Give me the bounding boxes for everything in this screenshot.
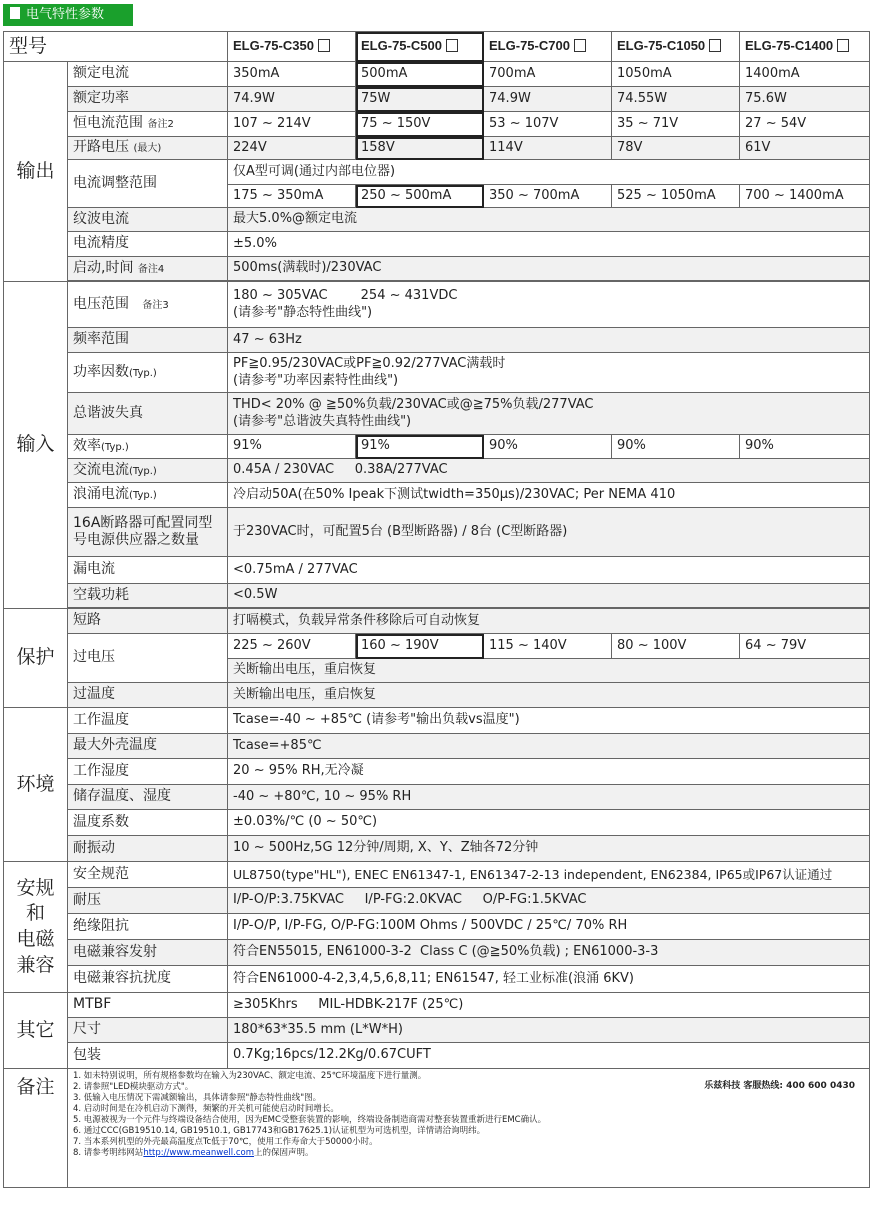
label-breaker: 16A断路器可配置同型 号电源供应器之数量 [68, 508, 228, 557]
standards-value: UL8750(type"HL"), ENEC EN61347-1, EN61347-2-13 independent, EN62384, IP65或IP67认证通过 [228, 862, 870, 888]
note-item: 1. 如未特别说明，所有规格参数均在输入为230VAC、额定电流、25℃环境温度下进行量测。 [73, 1071, 427, 1081]
label-packing: 包装 [68, 1043, 228, 1069]
label-no-load: 空载功耗 [68, 584, 228, 608]
value-cell: 75W [356, 87, 484, 112]
label-pf: 功率因数(Typ.) [68, 353, 228, 393]
value-cell: 1050mA [612, 62, 740, 87]
no-load-value: <0.5W [228, 584, 870, 608]
label-over-temp: 过温度 [68, 683, 228, 708]
value-cell: 91% [356, 435, 484, 459]
label-voltage-range: 电压范围 备注3 [68, 282, 228, 328]
withstand-value: I/P-O/P:3.75KVAC I/P-FG:2.0KVAC O/P-FG:1.5KVAC [228, 888, 870, 914]
value-cell: 80 ~ 100V [612, 634, 740, 659]
label-efficiency: 效率(Typ.) [68, 435, 228, 459]
value-cell: 75.6W [740, 87, 870, 112]
model-c700: ELG-75-C700 [484, 32, 612, 62]
label-max-case: 最大外壳温度 [68, 734, 228, 759]
label-rated-power: 额定功率 [68, 87, 228, 112]
value-cell: 107 ~ 214V [228, 112, 356, 137]
group-notes: 备注 [4, 1069, 68, 1188]
label-ac-current: 交流电流(Typ.) [68, 459, 228, 483]
note-item: 3. 低输入电压情况下需减额输出，具体请参照"静态特性曲线"图。 [73, 1093, 322, 1103]
note-item: 4. 启动时间是在冷机启动下测得，频繁的开关机可能使启动时间增长。 [73, 1104, 339, 1114]
label-rated-current: 额定电流 [68, 62, 228, 87]
max-case-value: Tcase=+85℃ [228, 734, 870, 759]
meanwell-link[interactable]: http://www.meanwell.com [143, 1148, 255, 1158]
vibration-value: 10 ~ 500Hz,5G 12分钟/周期, X、Y、Z轴各72分钟 [228, 836, 870, 862]
setup-value: 500ms(满载时)/230VAC [228, 257, 870, 281]
checkbox-icon[interactable] [446, 39, 458, 52]
humidity-value: 20 ~ 95% RH,无冷凝 [228, 759, 870, 785]
value-cell: 53 ~ 107V [484, 112, 612, 137]
label-frequency: 频率范围 [68, 328, 228, 353]
value-cell: 35 ~ 71V [612, 112, 740, 137]
mtbf-value: ≥305Khrs MIL-HDBK-217F (25℃) [228, 993, 870, 1018]
group-others: 其它 [4, 993, 68, 1069]
over-voltage-action: 关断输出电压，重启恢复 [228, 659, 870, 683]
inrush-value: 冷启动50A(在50% Ipeak下测试twidth=350μs)/230VAC; Per NEMA 410 [228, 483, 870, 508]
value-cell: 90% [612, 435, 740, 459]
label-storage: 储存温度、湿度 [68, 785, 228, 810]
adj-note: 仅A型可调(通过内部电位器) [228, 160, 870, 185]
value-cell: 175 ~ 350mA [228, 185, 356, 208]
value-cell: 64 ~ 79V [740, 634, 870, 659]
value-cell: 61V [740, 137, 870, 160]
storage-value: -40 ~ +80℃, 10 ~ 95% RH [228, 785, 870, 810]
model-c500: ELG-75-C500 [356, 32, 484, 62]
label-dimension: 尺寸 [68, 1018, 228, 1043]
section-header [3, 4, 133, 26]
value-cell: 350 ~ 700mA [484, 185, 612, 208]
emc-emission-value: 符合EN55015, EN61000-3-2 Class C (@≧50%负载) ; EN61000-3-3 [228, 940, 870, 966]
value-cell: 525 ~ 1050mA [612, 185, 740, 208]
label-adj-range: 电流调整范围 [68, 160, 228, 208]
label-accuracy: 电流精度 [68, 232, 228, 257]
model-c1050: ELG-75-C1050 [612, 32, 740, 62]
frequency-value: 47 ~ 63Hz [228, 328, 870, 353]
short-value: 打嗝模式，负载异常条件移除后可自动恢复 [228, 609, 870, 634]
value-cell: 158V [356, 137, 484, 160]
isolation-value: I/P-O/P, I/P-FG, O/P-FG:100M Ohms / 500VDC / 25℃/ 70% RH [228, 914, 870, 940]
value-cell: 90% [740, 435, 870, 459]
label-inrush: 浪涌电流(Typ.) [68, 483, 228, 508]
label-mtbf: MTBF [68, 993, 228, 1018]
pf-value: PF≧0.95/230VAC或PF≧0.92/277VAC满载时 (请参考"功率因素特性曲线") [228, 353, 870, 393]
value-cell: 27 ~ 54V [740, 112, 870, 137]
checkbox-icon[interactable] [318, 39, 330, 52]
note-item: 7. 当本系列机型的外壳最高温度点Tc低于70℃，使用工作寿命大于50000小时。 [73, 1137, 378, 1147]
label-short: 短路 [68, 609, 228, 634]
checkbox-icon[interactable] [837, 39, 849, 52]
group-input: 输入 [4, 282, 68, 609]
section-title: 电气特性参数 [26, 7, 105, 22]
checkbox-icon[interactable] [709, 39, 721, 52]
value-cell: 90% [484, 435, 612, 459]
label-temp-coef: 温度系数 [68, 810, 228, 836]
value-cell: 74.55W [612, 87, 740, 112]
label-open-voltage: 开路电压 (最大) [68, 137, 228, 160]
thd-value: THD< 20% @ ≧50%负载/230VAC或@≧75%负载/277VAC (请参考"总谐波失真特性曲线") [228, 393, 870, 435]
checkbox-icon[interactable] [574, 39, 586, 52]
leakage-value: <0.75mA / 277VAC [228, 557, 870, 584]
label-setup: 启动,时间 备注4 [68, 257, 228, 281]
value-cell: 78V [612, 137, 740, 160]
group-output: 输出 [4, 62, 68, 282]
value-cell: 74.9W [228, 87, 356, 112]
label-leakage: 漏电流 [68, 557, 228, 584]
note-item: 8. 请参考明纬网站http://www.meanwell.com上的保固声明。 [73, 1148, 314, 1158]
value-cell: 700mA [484, 62, 612, 87]
group-safety-emc: 安规 和 电磁 兼容 [4, 862, 68, 993]
value-cell: 75 ~ 150V [356, 112, 484, 137]
group-protection: 保护 [4, 609, 68, 708]
ac-current-value: 0.45A / 230VAC 0.38A/277VAC [228, 459, 870, 483]
value-cell: 500mA [356, 62, 484, 87]
note-item: 2. 请参照"LED模块驱动方式"。 [73, 1082, 194, 1092]
value-cell: 91% [228, 435, 356, 459]
note-item: 5. 电源被视为一个元件与终端设备结合使用，因为EMC受整套装置的影响，终端设备制造商需对整套装置重新进行EMC确认。 [73, 1115, 547, 1125]
ripple-value: 最大5.0%@额定电流 [228, 208, 870, 232]
label-over-voltage: 过电压 [68, 634, 228, 683]
packing-value: 0.7Kg;16pcs/12.2Kg/0.67CUFT [228, 1043, 870, 1069]
value-cell: 74.9W [484, 87, 612, 112]
voltage-range-value: 180 ~ 305VAC 254 ~ 431VDC (请参考"静态特性曲线") [228, 282, 870, 328]
label-humidity: 工作湿度 [68, 759, 228, 785]
label-withstand: 耐压 [68, 888, 228, 914]
label-cc-range: 恒电流范围 备注2 [68, 112, 228, 137]
contact-hotline: 乐兹科技 客服热线: 400 600 0430 [704, 1081, 856, 1091]
model-c350: ELG-75-C350 [228, 32, 356, 62]
value-cell: 115 ~ 140V [484, 634, 612, 659]
note-item: 6. 通过CCC(GB19510.14, GB19510.1, GB17743和GB17625.1)认证机型为可选机型，详情请洽询明纬。 [73, 1126, 486, 1136]
over-temp-value: 关断输出电压，重启恢复 [228, 683, 870, 708]
label-emc-emission: 电磁兼容发射 [68, 940, 228, 966]
group-environment: 环境 [4, 708, 68, 862]
value-cell: 1400mA [740, 62, 870, 87]
emc-immunity-value: 符合EN61000-4-2,3,4,5,6,8,11; EN61547, 轻工业标准(浪涌 6KV) [228, 966, 870, 993]
label-vibration: 耐振动 [68, 836, 228, 862]
spec-table [3, 31, 870, 1188]
value-cell: 225 ~ 260V [228, 634, 356, 659]
label-isolation: 绝缘阻抗 [68, 914, 228, 940]
model-label: 型号 [4, 32, 228, 62]
temp-coef-value: ±0.03%/℃ (0 ~ 50℃) [228, 810, 870, 836]
value-cell: 224V [228, 137, 356, 160]
value-cell: 350mA [228, 62, 356, 87]
value-cell: 700 ~ 1400mA [740, 185, 870, 208]
label-standards: 安全规范 [68, 862, 228, 888]
value-cell: 114V [484, 137, 612, 160]
label-ripple: 纹波电流 [68, 208, 228, 232]
header-square-icon [10, 7, 20, 19]
dimension-value: 180*63*35.5 mm (L*W*H) [228, 1018, 870, 1043]
label-emc-immunity: 电磁兼容抗扰度 [68, 966, 228, 993]
model-c1400: ELG-75-C1400 [740, 32, 870, 62]
work-temp-value: Tcase=-40 ~ +85℃ (请参考"输出负载vs温度") [228, 708, 870, 734]
value-cell: 250 ~ 500mA [356, 185, 484, 208]
notes-block [68, 1069, 870, 1188]
breaker-value: 于230VAC时，可配置5台 (B型断路器) / 8台 (C型断路器) [228, 508, 870, 557]
label-thd: 总谐波失真 [68, 393, 228, 435]
value-cell: 160 ~ 190V [356, 634, 484, 659]
accuracy-value: ±5.0% [228, 232, 870, 257]
label-work-temp: 工作温度 [68, 708, 228, 734]
model-row [4, 32, 870, 62]
